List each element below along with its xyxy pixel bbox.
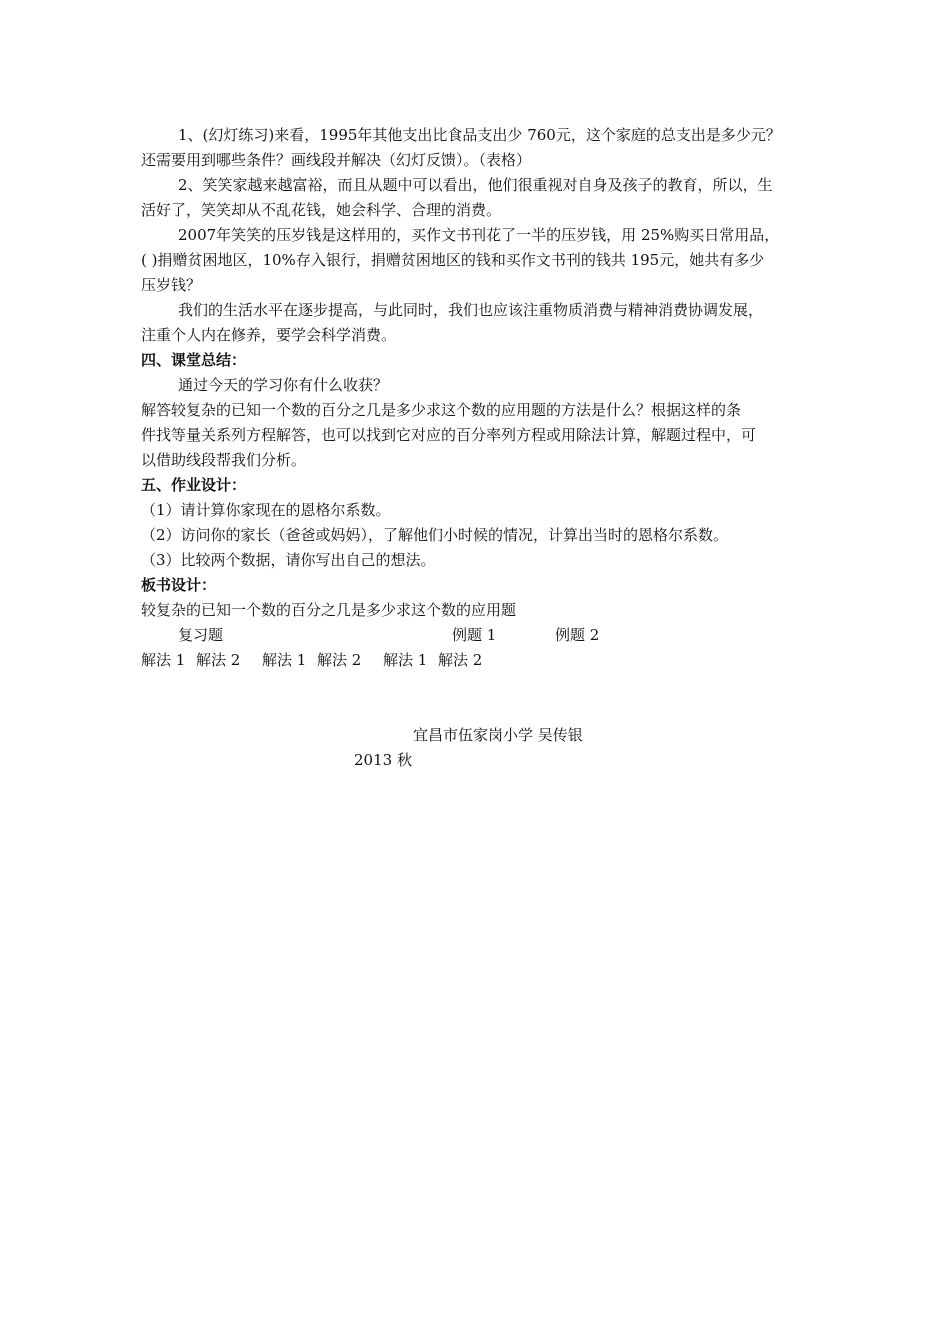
item2-line1: 2、笑笑家越来越富裕，而且从题中可以看出，他们很重视对自身及孩子的教育，所以，生 — [178, 176, 773, 194]
item1-line2: 还需要用到哪些条件？画线段并解决（幻灯反馈）。（表格） — [141, 151, 532, 169]
section4-line3: 件找等量关系列方程解答，也可以找到它对应的百分率列方程或用除法计算，解题过程中，可 — [141, 426, 757, 444]
item1-line1: 1、(幻灯练习)来看，1995年其他支出比食品支出少 760元，这个家庭的总支出是多少元？ — [178, 126, 781, 144]
homework-item: （3）比较两个数据，请你写出自己的想法。 — [141, 551, 436, 569]
board-method: 解法 2 — [196, 651, 241, 669]
homework-item: （1）请计算你家现在的恩格尔系数。 — [141, 501, 391, 519]
board-method: 解法 1 — [141, 651, 186, 669]
problem-line1: 2007年笑笑的压岁钱是这样用的，买作文书刊花了一半的压岁钱，用 25%购买日常用品， — [178, 226, 780, 244]
summary-line1: 我们的生活水平在逐步提高，与此同时，我们也应该注重物质消费与精神消费协调发展， — [178, 301, 764, 319]
summary-line2: 注重个人内在修养，要学会科学消费。 — [141, 326, 397, 344]
board-method: 解法 1 — [262, 651, 307, 669]
section5-heading: 五、作业设计： — [141, 476, 247, 494]
item2-line2: 活好了，笑笑却从不乱花钱，她会科学、合理的消费。 — [141, 201, 502, 219]
homework-item: （2）访问你的家长（爸爸或妈妈），了解他们小时候的情况，计算出当时的恩格尔系数。 — [141, 526, 729, 544]
section4-line2: 解答较复杂的已知一个数的百分之几是多少求这个数的应用题的方法是什么？根据这样的条 — [141, 401, 742, 419]
board-method: 解法 1 — [383, 651, 428, 669]
board-method: 解法 2 — [317, 651, 362, 669]
problem-line2: ( )捐赠贫困地区，10%存入银行，捐赠贫困地区的钱和买作文书刊的钱共 195元，她共有多少 — [141, 251, 765, 269]
board-method: 解法 2 — [438, 651, 483, 669]
problem-line3: 压岁钱？ — [141, 276, 202, 294]
board-example2-label: 例题 2 — [555, 626, 600, 644]
section4-heading: 四、课堂总结： — [141, 351, 247, 369]
author-line: 宜昌市伍家岗小学 吴传银 — [413, 726, 583, 744]
board-title: 较复杂的已知一个数的百分之几是多少求这个数的应用题 — [141, 601, 517, 619]
board-example1-label: 例题 1 — [452, 626, 497, 644]
board-heading: 板书设计： — [141, 576, 217, 594]
section4-line4: 以借助线段帮我们分析。 — [141, 451, 307, 469]
board-review-label: 复习题 — [178, 626, 224, 644]
section4-line1: 通过今天的学习你有什么收获？ — [178, 376, 389, 394]
date-line: 2013 秋 — [354, 751, 412, 769]
